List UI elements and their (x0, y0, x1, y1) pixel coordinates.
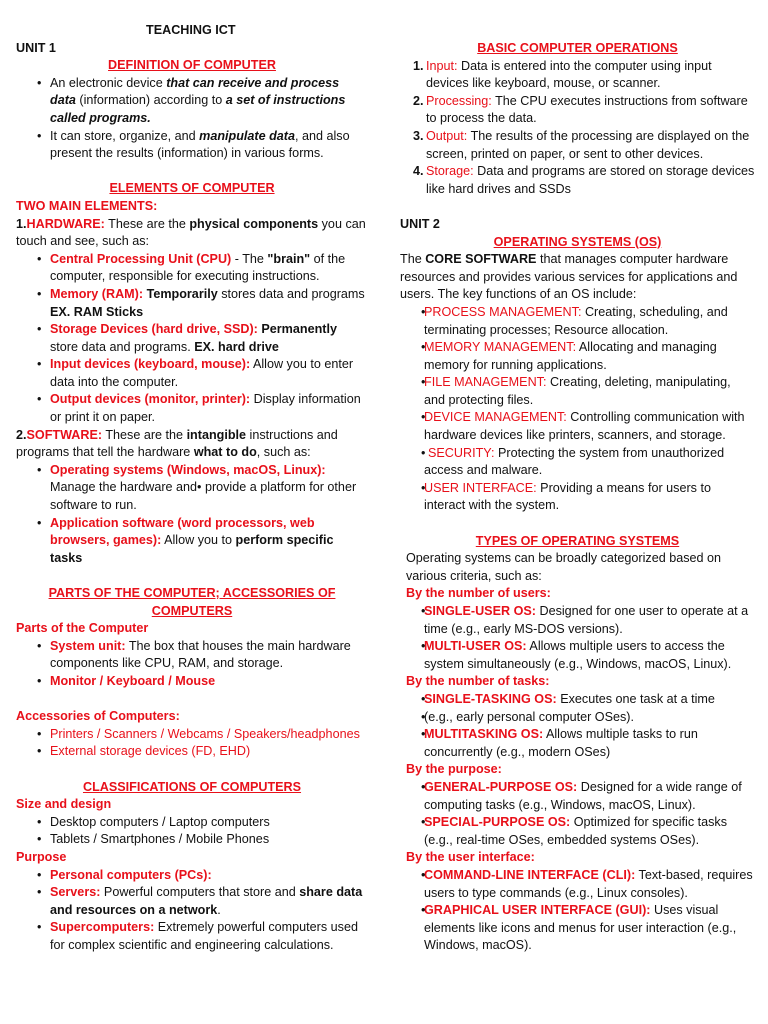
number: 1. (16, 216, 27, 231)
list-item (400, 709, 755, 727)
text: It can store, organize, and (50, 128, 200, 143)
term: Servers: (50, 885, 101, 900)
number: 2. (413, 93, 424, 108)
text: Creating, scheduling, and terminating processes; Resource allocation. (424, 304, 728, 337)
text: Designed for one user to operate at a time (e.g., early MS-DOS versions). (424, 604, 749, 636)
term: Storage: (426, 164, 474, 179)
term: Output: (426, 128, 468, 143)
text: The (400, 252, 426, 267)
parts-heading: PARTS OF THE COMPUTER; ACCESSORIES OF COMPUTERS (48, 586, 336, 618)
list-item (400, 128, 755, 163)
text: , such as: (256, 445, 311, 460)
emphasis: what to do (193, 445, 257, 460)
emphasis: EX. hard drive (194, 339, 279, 354)
tasks-subheading: By the number of tasks: (406, 674, 550, 689)
list-item (16, 515, 368, 568)
text: (e.g., early personal computer OSes). (424, 709, 634, 724)
term: Output devices (monitor, printer): (50, 392, 251, 407)
emphasis: EX. RAM Sticks (50, 304, 144, 319)
text: An electronic device (50, 75, 167, 90)
list-item (400, 902, 755, 955)
text: instructions and programs that tell the hardware (16, 427, 338, 460)
list-item (16, 75, 368, 128)
emphasis: Temporarily (146, 286, 218, 301)
list-item (400, 93, 755, 128)
text: Data is entered into the computer using input devices like keyboard, mouse, or scanner. (426, 58, 712, 91)
list-item (400, 480, 755, 515)
text: Allow you to enter data into the computer. (50, 357, 354, 389)
users-list (400, 603, 755, 673)
text: Controlling communication with hardware devices like printers, scanners, and storage. (424, 410, 745, 443)
list-item (400, 814, 755, 849)
tasks-list (400, 691, 755, 761)
term: GRAPHICAL USER INTERFACE (GUI): (424, 903, 651, 918)
text: Allows multiple users to access the system simultaneously (e.g., Windows, macOS, Linux). (424, 639, 732, 671)
users-subheading: By the number of users: (406, 586, 551, 601)
number: 1. (413, 58, 424, 73)
accessories-list (16, 726, 368, 761)
document-title: TEACHING ICT (146, 23, 236, 37)
number: 3. (413, 128, 424, 143)
number: 4. (413, 164, 424, 179)
os-intro (400, 251, 755, 304)
unit-2-label: UNIT 2 (400, 216, 440, 231)
elements-subheading: TWO MAIN ELEMENTS: (16, 198, 158, 213)
elements-heading: ELEMENTS OF COMPUTER (109, 181, 275, 196)
list-item (400, 163, 755, 198)
term: SPECIAL-PURPOSE OS: (424, 815, 571, 830)
text: stores data and programs (217, 286, 365, 301)
parts-list (16, 638, 368, 691)
list-item (16, 356, 368, 391)
list-item (16, 673, 368, 691)
text: you can touch and see, such as: (16, 216, 366, 249)
term: SINGLE-TASKING OS: (424, 691, 557, 706)
term: Processing: (426, 93, 492, 108)
text: Data and programs are stored on storage devices like hard drives and SSDs (426, 164, 755, 196)
text: that manages computer hardware resources and provides various services for applications and users. The key functions of an OS include: (400, 252, 738, 302)
list-item (400, 304, 755, 339)
text: Powerful computers that store and (100, 885, 300, 900)
text: Allocating and managing memory for running applications. (424, 340, 717, 372)
text: The CPU executes instructions from software to process the data. (426, 93, 748, 126)
list-item (400, 779, 755, 814)
list-item (16, 251, 368, 286)
emphasis: CORE SOFTWARE (425, 252, 537, 267)
list-item (400, 445, 755, 480)
size-list (16, 814, 368, 849)
list-item (400, 638, 755, 673)
term: MULTITASKING OS: (424, 727, 544, 742)
text: Manage the hardware and• provide a platform for other software to run. (50, 480, 357, 513)
number: 2. (16, 427, 27, 442)
list-item: • Tablets / Smartphones / Mobile Phones (16, 831, 368, 849)
purpose-subheading: By the purpose: (406, 762, 502, 777)
list-item (16, 286, 368, 321)
purpose-subheading: Purpose (16, 849, 67, 864)
definition-heading: DEFINITION OF COMPUTER (108, 58, 276, 73)
list-item: • Desktop computers / Laptop computers (16, 814, 368, 832)
text: Uses visual elements like icons and menus for user interaction (e.g., Windows, macOS). (424, 903, 737, 953)
text: These are the (102, 427, 187, 442)
list-item (400, 726, 755, 761)
size-subheading: Size and design (16, 797, 112, 812)
text: store data and programs. (50, 339, 195, 354)
classifications-heading: CLASSIFICATIONS OF COMPUTERS (82, 779, 302, 794)
text: (information) according to (75, 93, 226, 108)
list-item (400, 58, 755, 93)
accessories-subheading: Accessories of Computers: (16, 709, 180, 724)
list-item (16, 867, 368, 885)
emphasis: that can receive and process data (50, 75, 340, 108)
term: Memory (RAM): (50, 286, 144, 301)
text: Extremely powerful computers used for complex scientific and engineering calculations. (50, 920, 358, 952)
os-types-intro: Operating systems can be broadly categorized based on various criteria, such as: (406, 551, 722, 583)
ui-list (400, 867, 755, 955)
ui-subheading: By the user interface: (406, 850, 535, 865)
list-item (400, 691, 755, 709)
list-item: • Printers / Scanners / Webcams / Speakers/headphones (16, 726, 368, 744)
list-item: • External storage devices (FD, EHD) (16, 743, 368, 761)
term: SINGLE-USER OS: (424, 604, 536, 618)
text: Display information or print it on paper. (50, 392, 361, 425)
term: Personal computers (PCs): (50, 867, 212, 882)
operations-list (400, 58, 755, 199)
purpose-list (400, 779, 755, 849)
hardware-paragraph (16, 216, 368, 251)
list-item (400, 603, 755, 638)
emphasis: share data and resources on a network (50, 885, 363, 917)
term: HARDWARE: (26, 216, 105, 231)
term: Application software (word processors, web browsers, games): (50, 515, 315, 548)
emphasis: perform specific tasks (50, 533, 334, 565)
emphasis: "brain" (267, 251, 311, 266)
list-item (16, 638, 368, 673)
text: , and also present the results (information) in various forms. (50, 128, 350, 161)
term: Input devices (keyboard, mouse): (50, 357, 251, 372)
list-item (16, 462, 368, 515)
list-item (16, 884, 368, 919)
emphasis: intangible (186, 427, 247, 442)
list-item (400, 339, 755, 374)
term: System unit: (50, 638, 126, 653)
text: . (217, 902, 221, 917)
right-column (400, 40, 755, 955)
list-item (400, 374, 755, 409)
text: Executes one task at a time (556, 691, 715, 706)
term: MEMORY MANAGEMENT: (424, 340, 577, 355)
definition-list (16, 75, 368, 163)
os-functions-list (400, 304, 755, 515)
purpose-list (16, 867, 368, 955)
operations-heading: BASIC COMPUTER OPERATIONS (477, 41, 678, 55)
term: GENERAL-PURPOSE OS: (424, 779, 578, 794)
list-item (400, 867, 755, 902)
left-column (16, 22, 368, 954)
text: of the computer, responsible for executing instructions. (50, 251, 346, 284)
os-heading: OPERATING SYSTEMS (OS) (493, 234, 662, 249)
text: Protecting the system from unauthorized access and malware. (424, 445, 725, 478)
term: DEVICE MANAGEMENT: (424, 410, 567, 425)
text: Text-based, requires users to type commands (e.g., Linux consoles). (424, 867, 753, 900)
os-types-heading: TYPES OF OPERATING SYSTEMS (475, 533, 680, 548)
term: COMMAND-LINE INTERFACE (CLI): (424, 867, 636, 882)
term: Supercomputers: (50, 920, 155, 935)
list-item (16, 321, 368, 356)
emphasis: physical components (189, 216, 319, 231)
text: Providing a means for users to interact with the system. (424, 480, 711, 513)
term: SECURITY: (428, 445, 495, 460)
term: Operating systems (Windows, macOS, Linux): (50, 462, 326, 477)
term: SOFTWARE: (26, 427, 103, 442)
text: These are the (104, 216, 190, 231)
emphasis: manipulate data (199, 128, 295, 143)
term: Central Processing Unit (CPU) (50, 251, 232, 266)
term: FILE MANAGEMENT: (424, 375, 547, 390)
software-list (16, 462, 368, 568)
term: MULTI-USER OS: (424, 639, 527, 654)
text: - The (231, 251, 268, 266)
term: Input: (426, 58, 458, 73)
term: USER INTERFACE: (424, 480, 537, 495)
emphasis: a set of instructions called programs. (50, 93, 346, 125)
text: Allow you to (161, 533, 236, 548)
text: The results of the processing are displayed on the screen, printed on paper, or sent to other devices. (426, 128, 750, 161)
list-item (16, 128, 368, 163)
hardware-list (16, 251, 368, 427)
text: Creating, deleting, manipulating, and protecting files. (424, 375, 731, 407)
unit-1-label: UNIT 1 (16, 40, 56, 55)
emphasis: Permanently (261, 322, 337, 337)
list-item (16, 391, 368, 426)
text: Optimized for specific tasks (e.g., real-time OSes, embedded systems OSes). (424, 815, 728, 847)
term: Monitor / Keyboard / Mouse (50, 673, 216, 688)
text: Allows multiple tasks to run concurrently (e.g., modern OSes) (424, 727, 698, 759)
text: Designed for a wide range of computing tasks (e.g., Windows, macOS, Linux). (424, 779, 742, 812)
term: Storage Devices (hard drive, SSD): (50, 322, 258, 337)
list-item (400, 409, 755, 444)
term: PROCESS MANAGEMENT: (424, 304, 582, 319)
list-item (16, 919, 368, 954)
parts-subheading: Parts of the Computer (16, 621, 149, 636)
text: The box that houses the main hardware components like CPU, RAM, and storage. (50, 638, 351, 671)
software-paragraph (16, 427, 368, 462)
